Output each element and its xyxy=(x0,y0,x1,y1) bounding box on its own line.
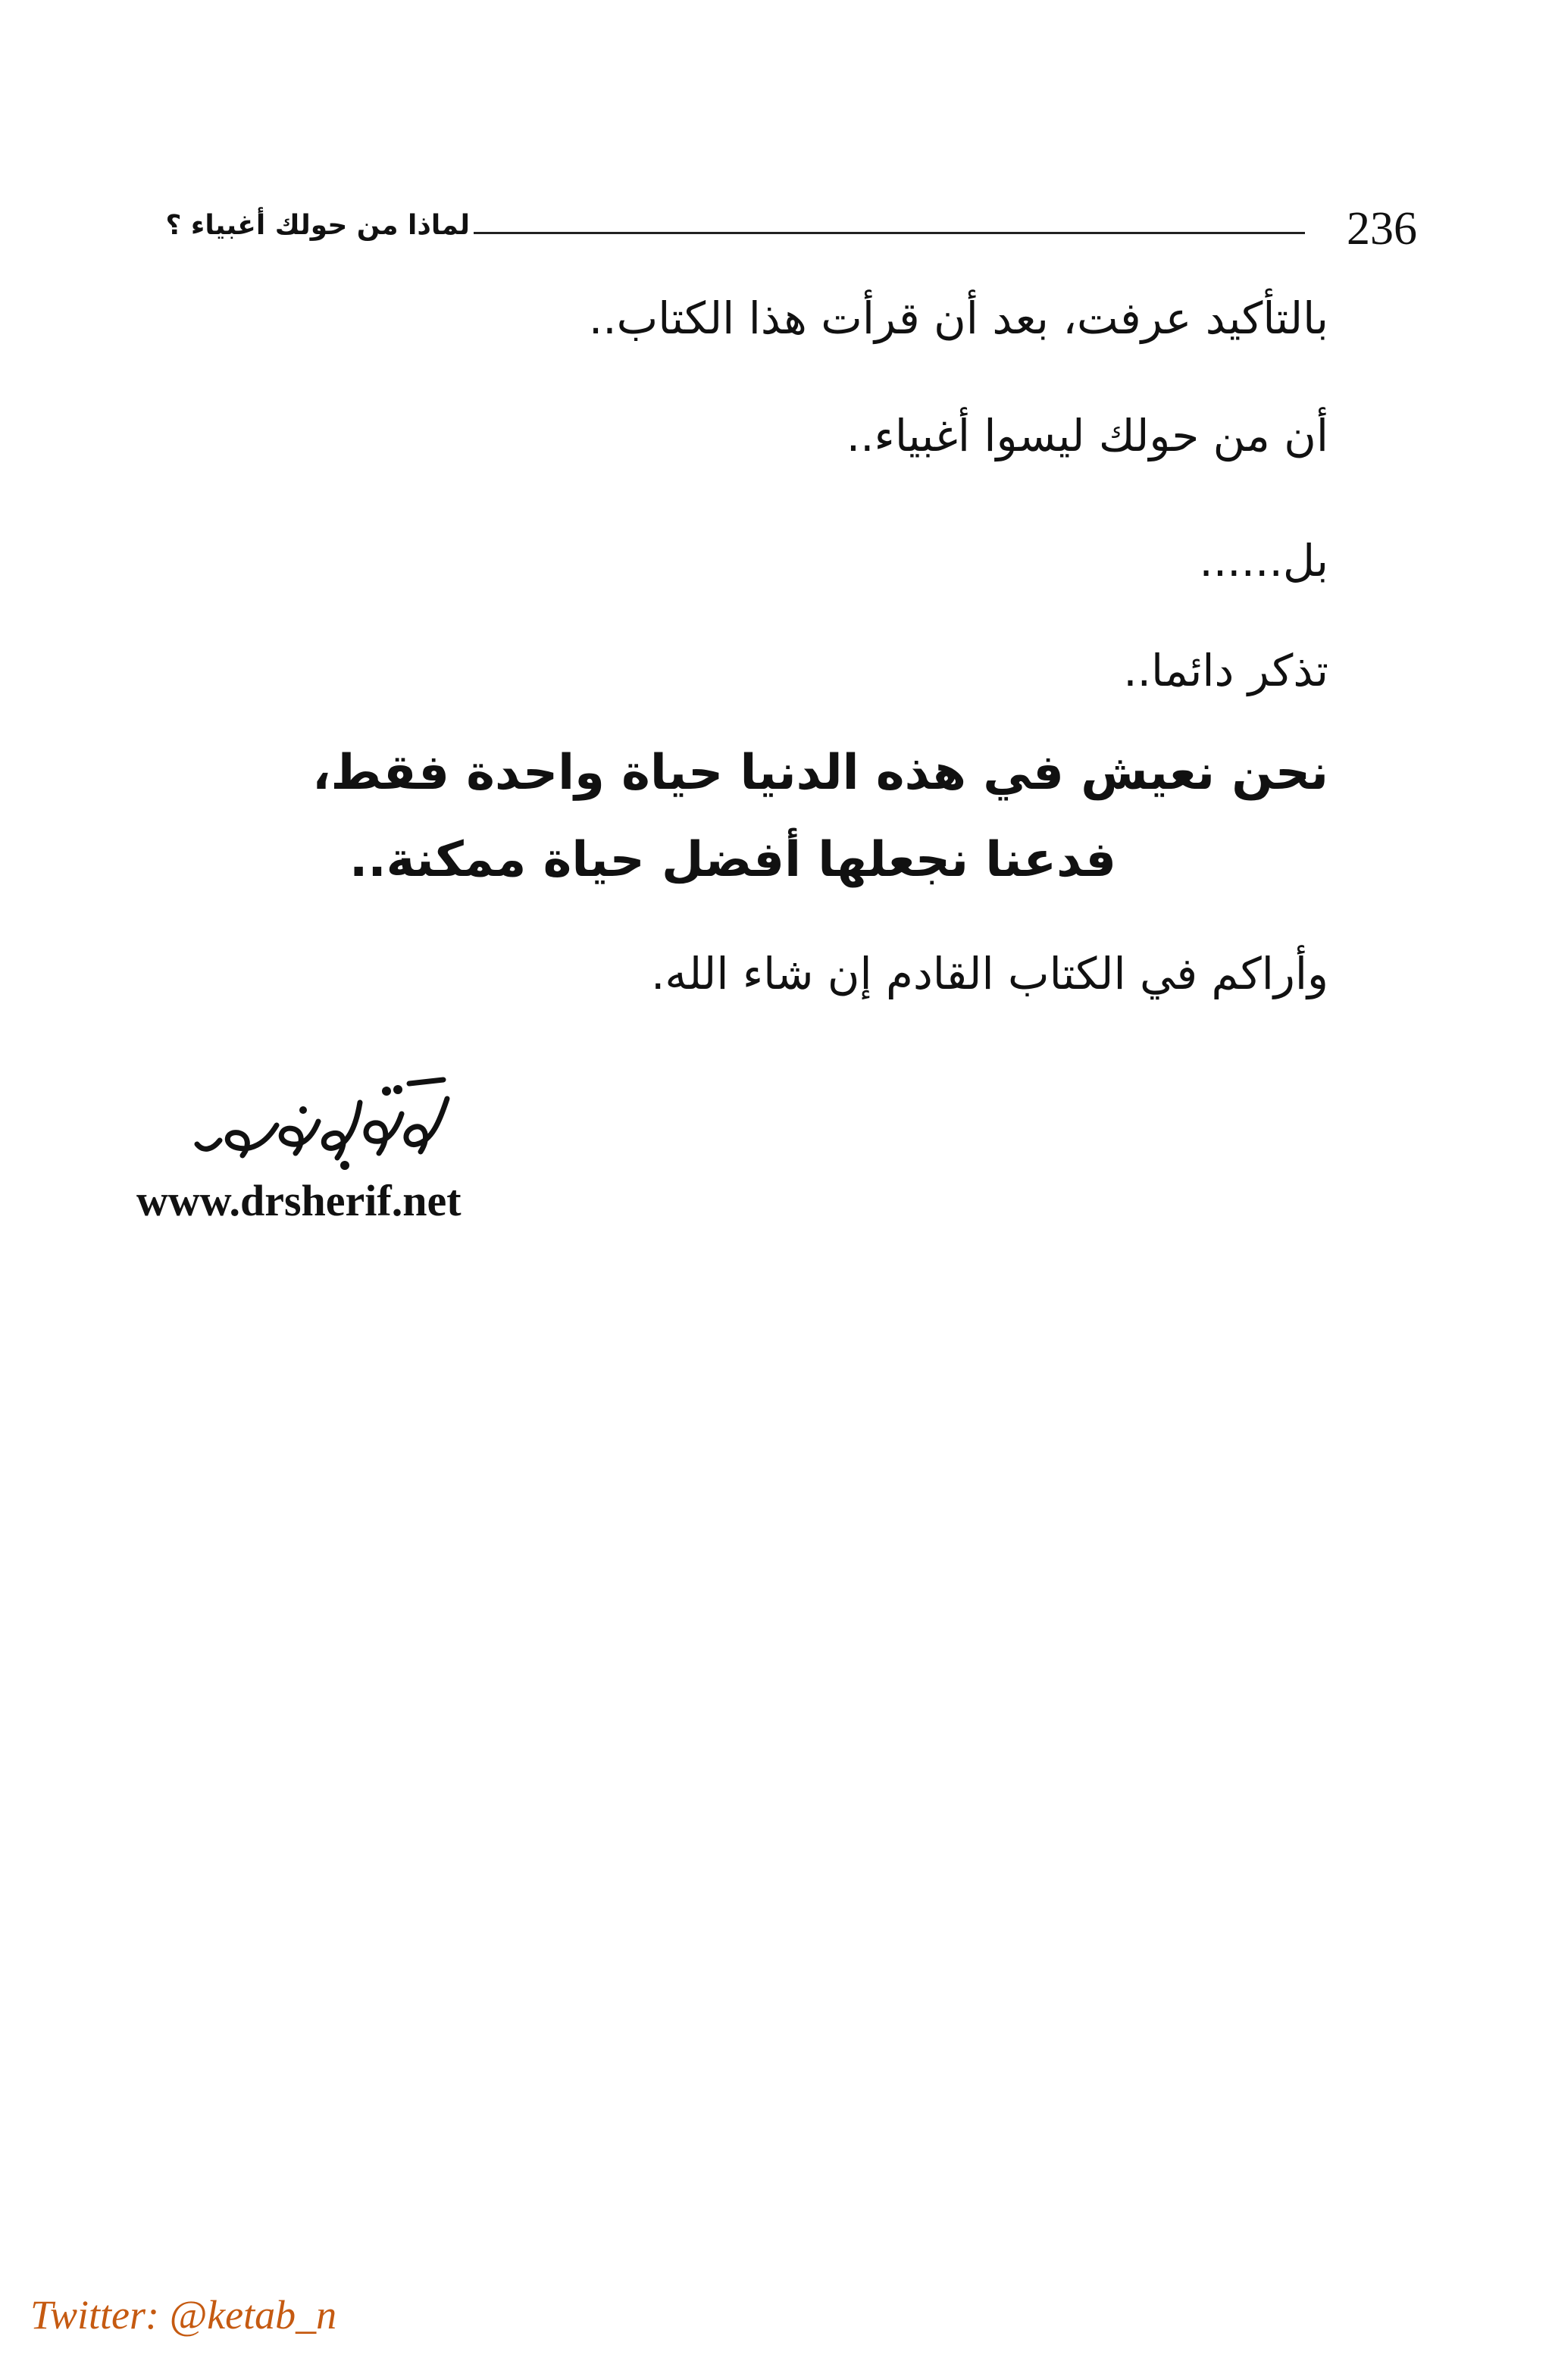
paragraph-line-2: أن من حولك ليسوا أغبياء.. xyxy=(846,410,1328,461)
emphasis-line-2: فدعنا نجعلها أفضل حياة ممكنة.. xyxy=(349,832,1116,888)
emphasis-line-1: نحن نعيش في هذه الدنيا حياة واحدة فقط، xyxy=(312,745,1328,801)
paragraph-line-1: بالتأكيد عرفت، بعد أن قرأت هذا الكتاب.. xyxy=(588,292,1328,344)
website-url: www.drsherif.net xyxy=(136,1176,462,1225)
paragraph-line-5: وأراكم في الكتاب القادم إن شاء الله. xyxy=(650,948,1328,999)
handwritten-signature xyxy=(189,1068,462,1182)
running-title: لماذا من حولك أغبياء ؟ xyxy=(165,210,470,241)
header-rule xyxy=(474,232,1305,234)
page-number: 236 xyxy=(1347,203,1417,255)
twitter-handle: Twitter: @ketab_n xyxy=(30,2292,337,2338)
page-header xyxy=(136,199,1417,259)
paragraph-line-4: تذكر دائما.. xyxy=(1123,645,1328,696)
signature-icon xyxy=(189,1068,462,1182)
paragraph-line-3: بل...... xyxy=(1199,535,1328,586)
